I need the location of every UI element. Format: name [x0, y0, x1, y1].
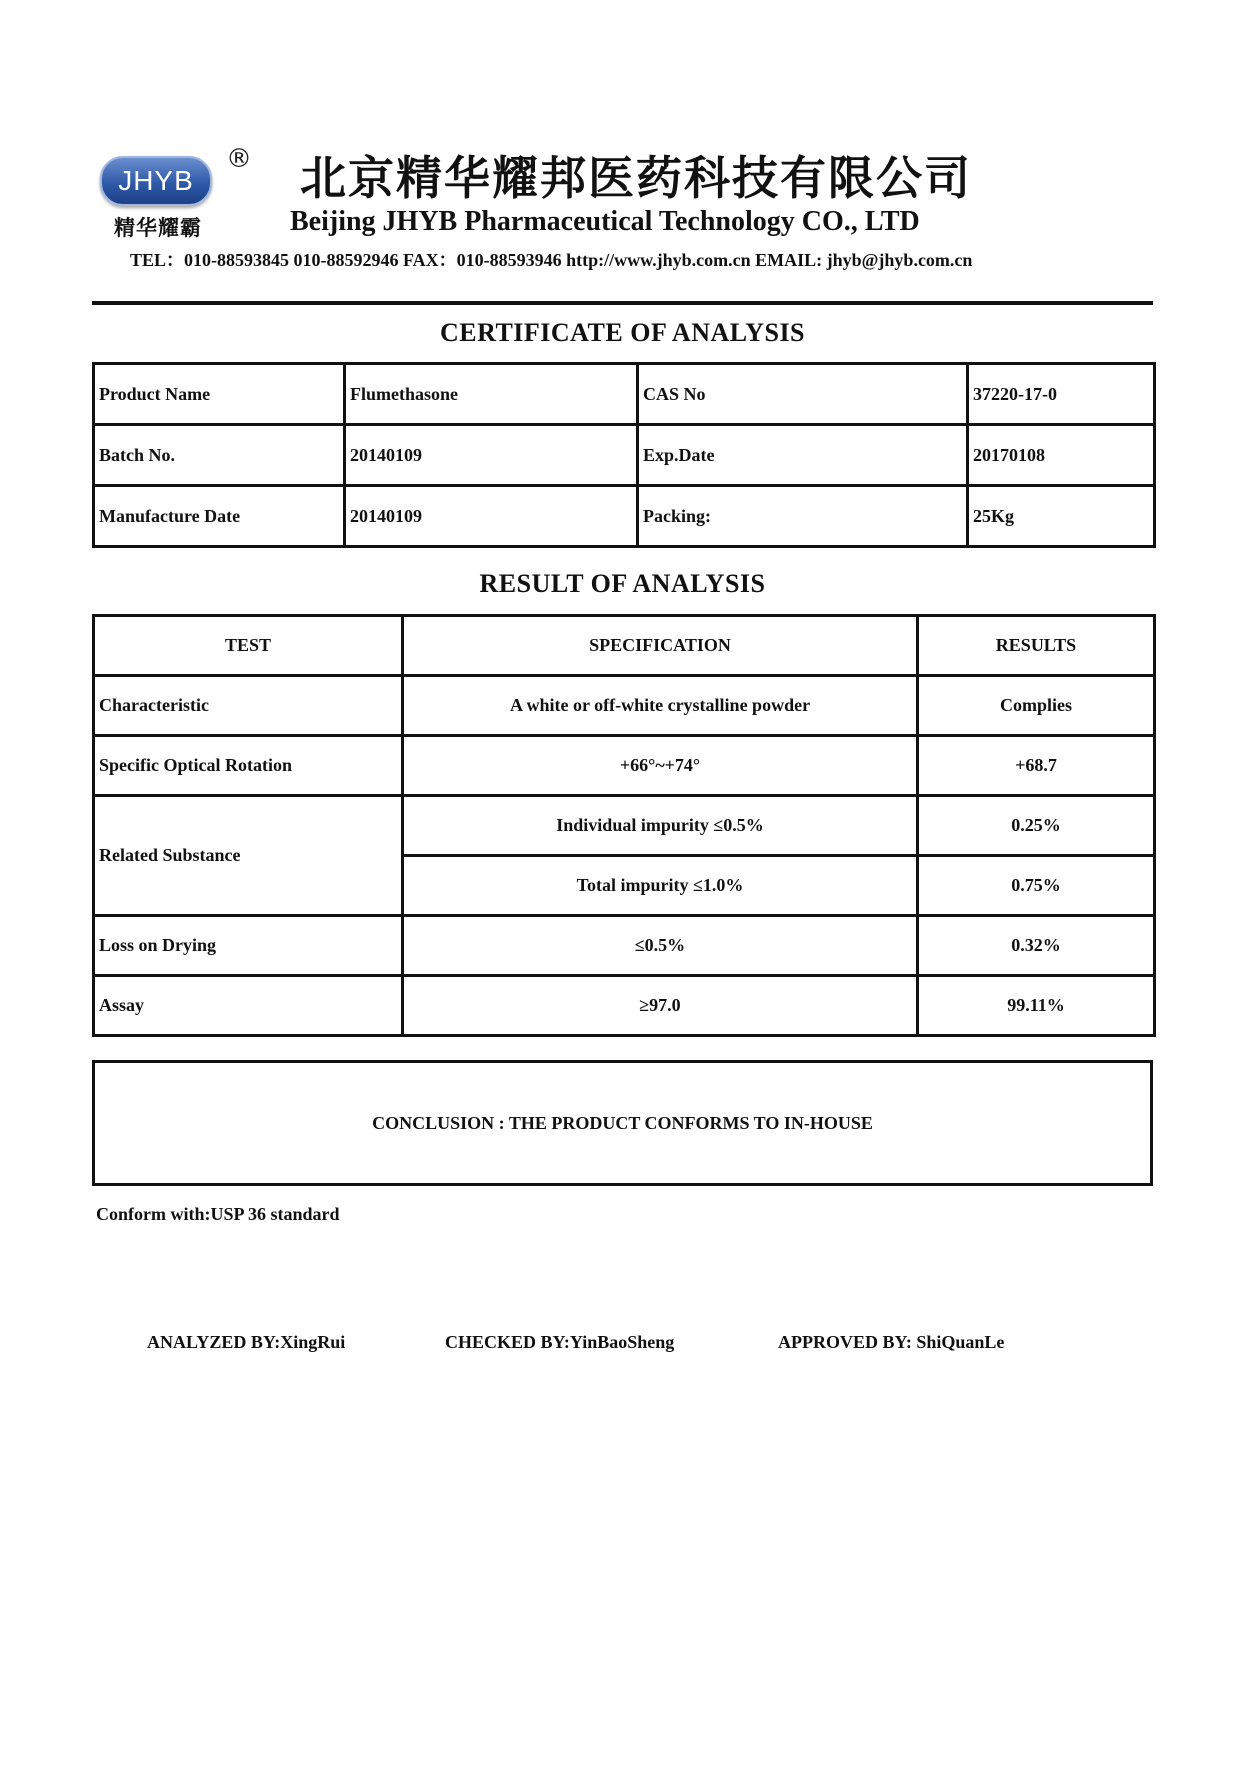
column-header-results: RESULTS [918, 616, 1155, 676]
checked-by: CHECKED BY:YinBaoSheng [445, 1332, 675, 1352]
company-name-cn: 北京精华耀邦医药科技有限公司 [300, 151, 972, 205]
table-row [94, 976, 1155, 1036]
column-header-specification: SPECIFICATION [403, 616, 918, 676]
info-label: CAS No [638, 364, 968, 425]
test-name: Loss on Drying [94, 916, 403, 976]
info-label: Manufacture Date [94, 486, 345, 547]
result-title: RESULT OF ANALYSIS [479, 569, 766, 598]
info-value: 20140109 [345, 486, 638, 547]
info-label: Product Name [94, 364, 345, 425]
info-label: Exp.Date [638, 425, 968, 486]
info-row [94, 364, 1155, 425]
result-value: 0.75% [918, 856, 1155, 916]
test-name: Assay [94, 976, 403, 1036]
conform-standard: Conform with:USP 36 standard [96, 1204, 340, 1224]
contact-line: TEL：010-88593845 010-88592946 FAX：010-88593946 http://www.jhyb.com.cn EMAIL: jhyb@jhyb.com.cn [130, 250, 973, 270]
column-header-test: TEST [94, 616, 403, 676]
registered-mark: ® [226, 144, 252, 174]
product-info-table [92, 362, 1156, 548]
test-name: Characteristic [94, 676, 403, 736]
logo-badge: JHYB [100, 156, 212, 206]
info-row [94, 486, 1155, 547]
approved-by: APPROVED BY: ShiQuanLe [778, 1332, 1005, 1352]
result-value: 0.32% [918, 916, 1155, 976]
info-row [94, 425, 1155, 486]
specification: A white or off-white crystalline powder [403, 676, 918, 736]
info-value: 25Kg [968, 486, 1155, 547]
company-logo [94, 144, 254, 244]
conclusion-text: CONCLUSION : THE PRODUCT CONFORMS TO IN-HOUSE [372, 1112, 873, 1133]
result-value: +68.7 [918, 736, 1155, 796]
info-label: Packing: [638, 486, 968, 547]
specification: Individual impurity ≤0.5% [403, 796, 918, 856]
result-value: Complies [918, 676, 1155, 736]
analyzed-by: ANALYZED BY:XingRui [147, 1332, 346, 1352]
info-label: Batch No. [94, 425, 345, 486]
header-divider [92, 301, 1153, 305]
results-header-row [94, 616, 1155, 676]
company-name-en: Beijing JHYB Pharmaceutical Technology CO., LTD [290, 206, 920, 237]
specification: ≥97.0 [403, 976, 918, 1036]
test-name: Specific Optical Rotation [94, 736, 403, 796]
info-value: 20170108 [968, 425, 1155, 486]
table-row [94, 916, 1155, 976]
results-table [92, 614, 1156, 1037]
info-value: Flumethasone [345, 364, 638, 425]
info-value: 20140109 [345, 425, 638, 486]
table-row [94, 736, 1155, 796]
conclusion-box [92, 1060, 1153, 1186]
certificate-title: CERTIFICATE OF ANALYSIS [439, 318, 806, 347]
logo-brand-cn: 精华耀霸 [114, 216, 202, 240]
specification: Total impurity ≤1.0% [403, 856, 918, 916]
table-row [94, 676, 1155, 736]
table-row [94, 796, 1155, 856]
result-value: 99.11% [918, 976, 1155, 1036]
specification: ≤0.5% [403, 916, 918, 976]
result-value: 0.25% [918, 796, 1155, 856]
specification: +66°~+74° [403, 736, 918, 796]
test-name: Related Substance [94, 796, 403, 916]
info-value: 37220-17-0 [968, 364, 1155, 425]
